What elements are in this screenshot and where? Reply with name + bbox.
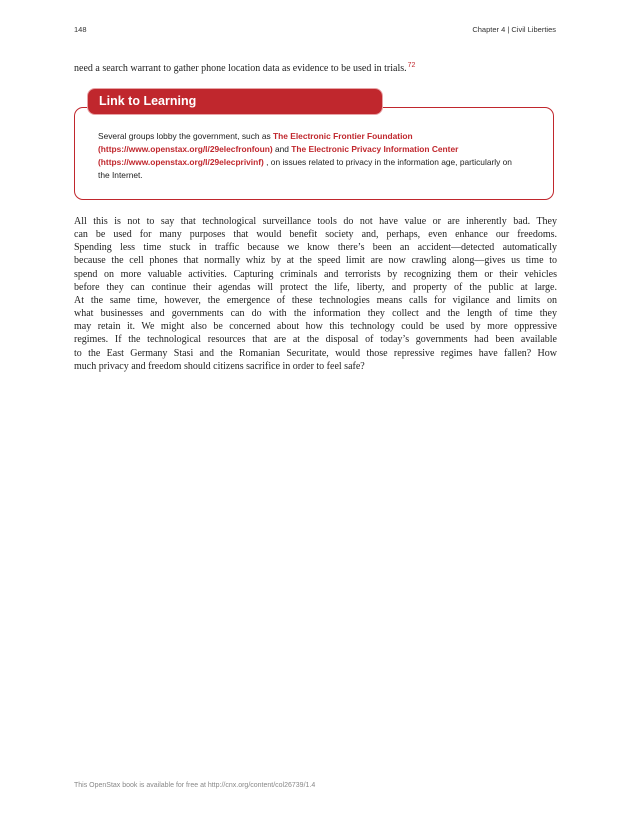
lead-paragraph	[74, 59, 559, 75]
box-text-part-3: , on issues related to privacy in the information age, particularly on the Internet.	[98, 157, 512, 180]
paragraph-line: can be used for many purposes that would benefit society and, perhaps, even enhance our freedoms.	[74, 229, 557, 241]
lead-text: need a search warrant to gather phone location data as evidence to be used in trials.	[74, 63, 407, 74]
box-text-part-2: and	[272, 144, 292, 154]
paragraph-line: what businesses and governments can do with the information they collect and the length of time they	[74, 308, 557, 320]
paragraph-line: spend on more valuable activities. Capturing criminals and terrorists by recognizing them or their vehicles	[74, 268, 557, 280]
eff-link[interactable]: The Electronic Frontier Foundation	[273, 131, 413, 141]
footnote-link[interactable]: 72	[407, 62, 416, 69]
paragraph-line: regimes. If the technological resources that are at the disposal of today’s governments had been available	[74, 334, 557, 346]
section-label: Civil Liberties	[511, 25, 556, 34]
link-to-learning-text	[98, 130, 513, 182]
box-text-part-1: Several groups lobby the government, such as	[98, 131, 274, 141]
paragraph-line: to the East Germany Stasi and the Romanian Securitate, would those repressive regimes have fallen? How	[74, 347, 557, 359]
epic-link[interactable]: The Electronic Privacy Information Center	[291, 144, 459, 154]
running-header	[472, 25, 556, 34]
page-number: 148	[74, 25, 87, 34]
paragraph-line: may retain it. We might also be concerned about how this technology could be used by more oppressive	[74, 321, 557, 333]
paragraph-line: Spending less time stuck in traffic because we know there’s been an accident—detected automatically	[74, 242, 557, 254]
header-separator: |	[505, 25, 512, 34]
body-paragraph	[74, 215, 557, 373]
paragraph-line: before they can continue their agendas will protect the life, liberty, and property of the public at large.	[74, 281, 557, 293]
chapter-label: Chapter 4	[472, 25, 506, 34]
paragraph-line: At the same time, however, the emergence of these technologies means calls for vigilance and limits on	[74, 294, 557, 306]
epic-url-link[interactable]: (https://www.openstax.org/l/29elecprivinf)	[98, 157, 264, 167]
page-footer: This OpenStax book is available for free at http://cnx.org/content/col26739/1.4	[74, 782, 316, 789]
paragraph-line: All this is not to say that technological surveillance tools do not have value or are inherently bad. They	[74, 216, 557, 227]
paragraph-line: much privacy and freedom should citizens sacrifice in order to feel safe?	[74, 360, 365, 372]
eff-url-link[interactable]: (https://www.openstax.org/l/29elecfronfoun)	[98, 144, 273, 154]
link-to-learning-title: Link to Learning	[87, 88, 383, 115]
paragraph-line: because the cell phones that normally whiz by at the speed limit are now crawling along—gives us time to	[74, 255, 557, 267]
